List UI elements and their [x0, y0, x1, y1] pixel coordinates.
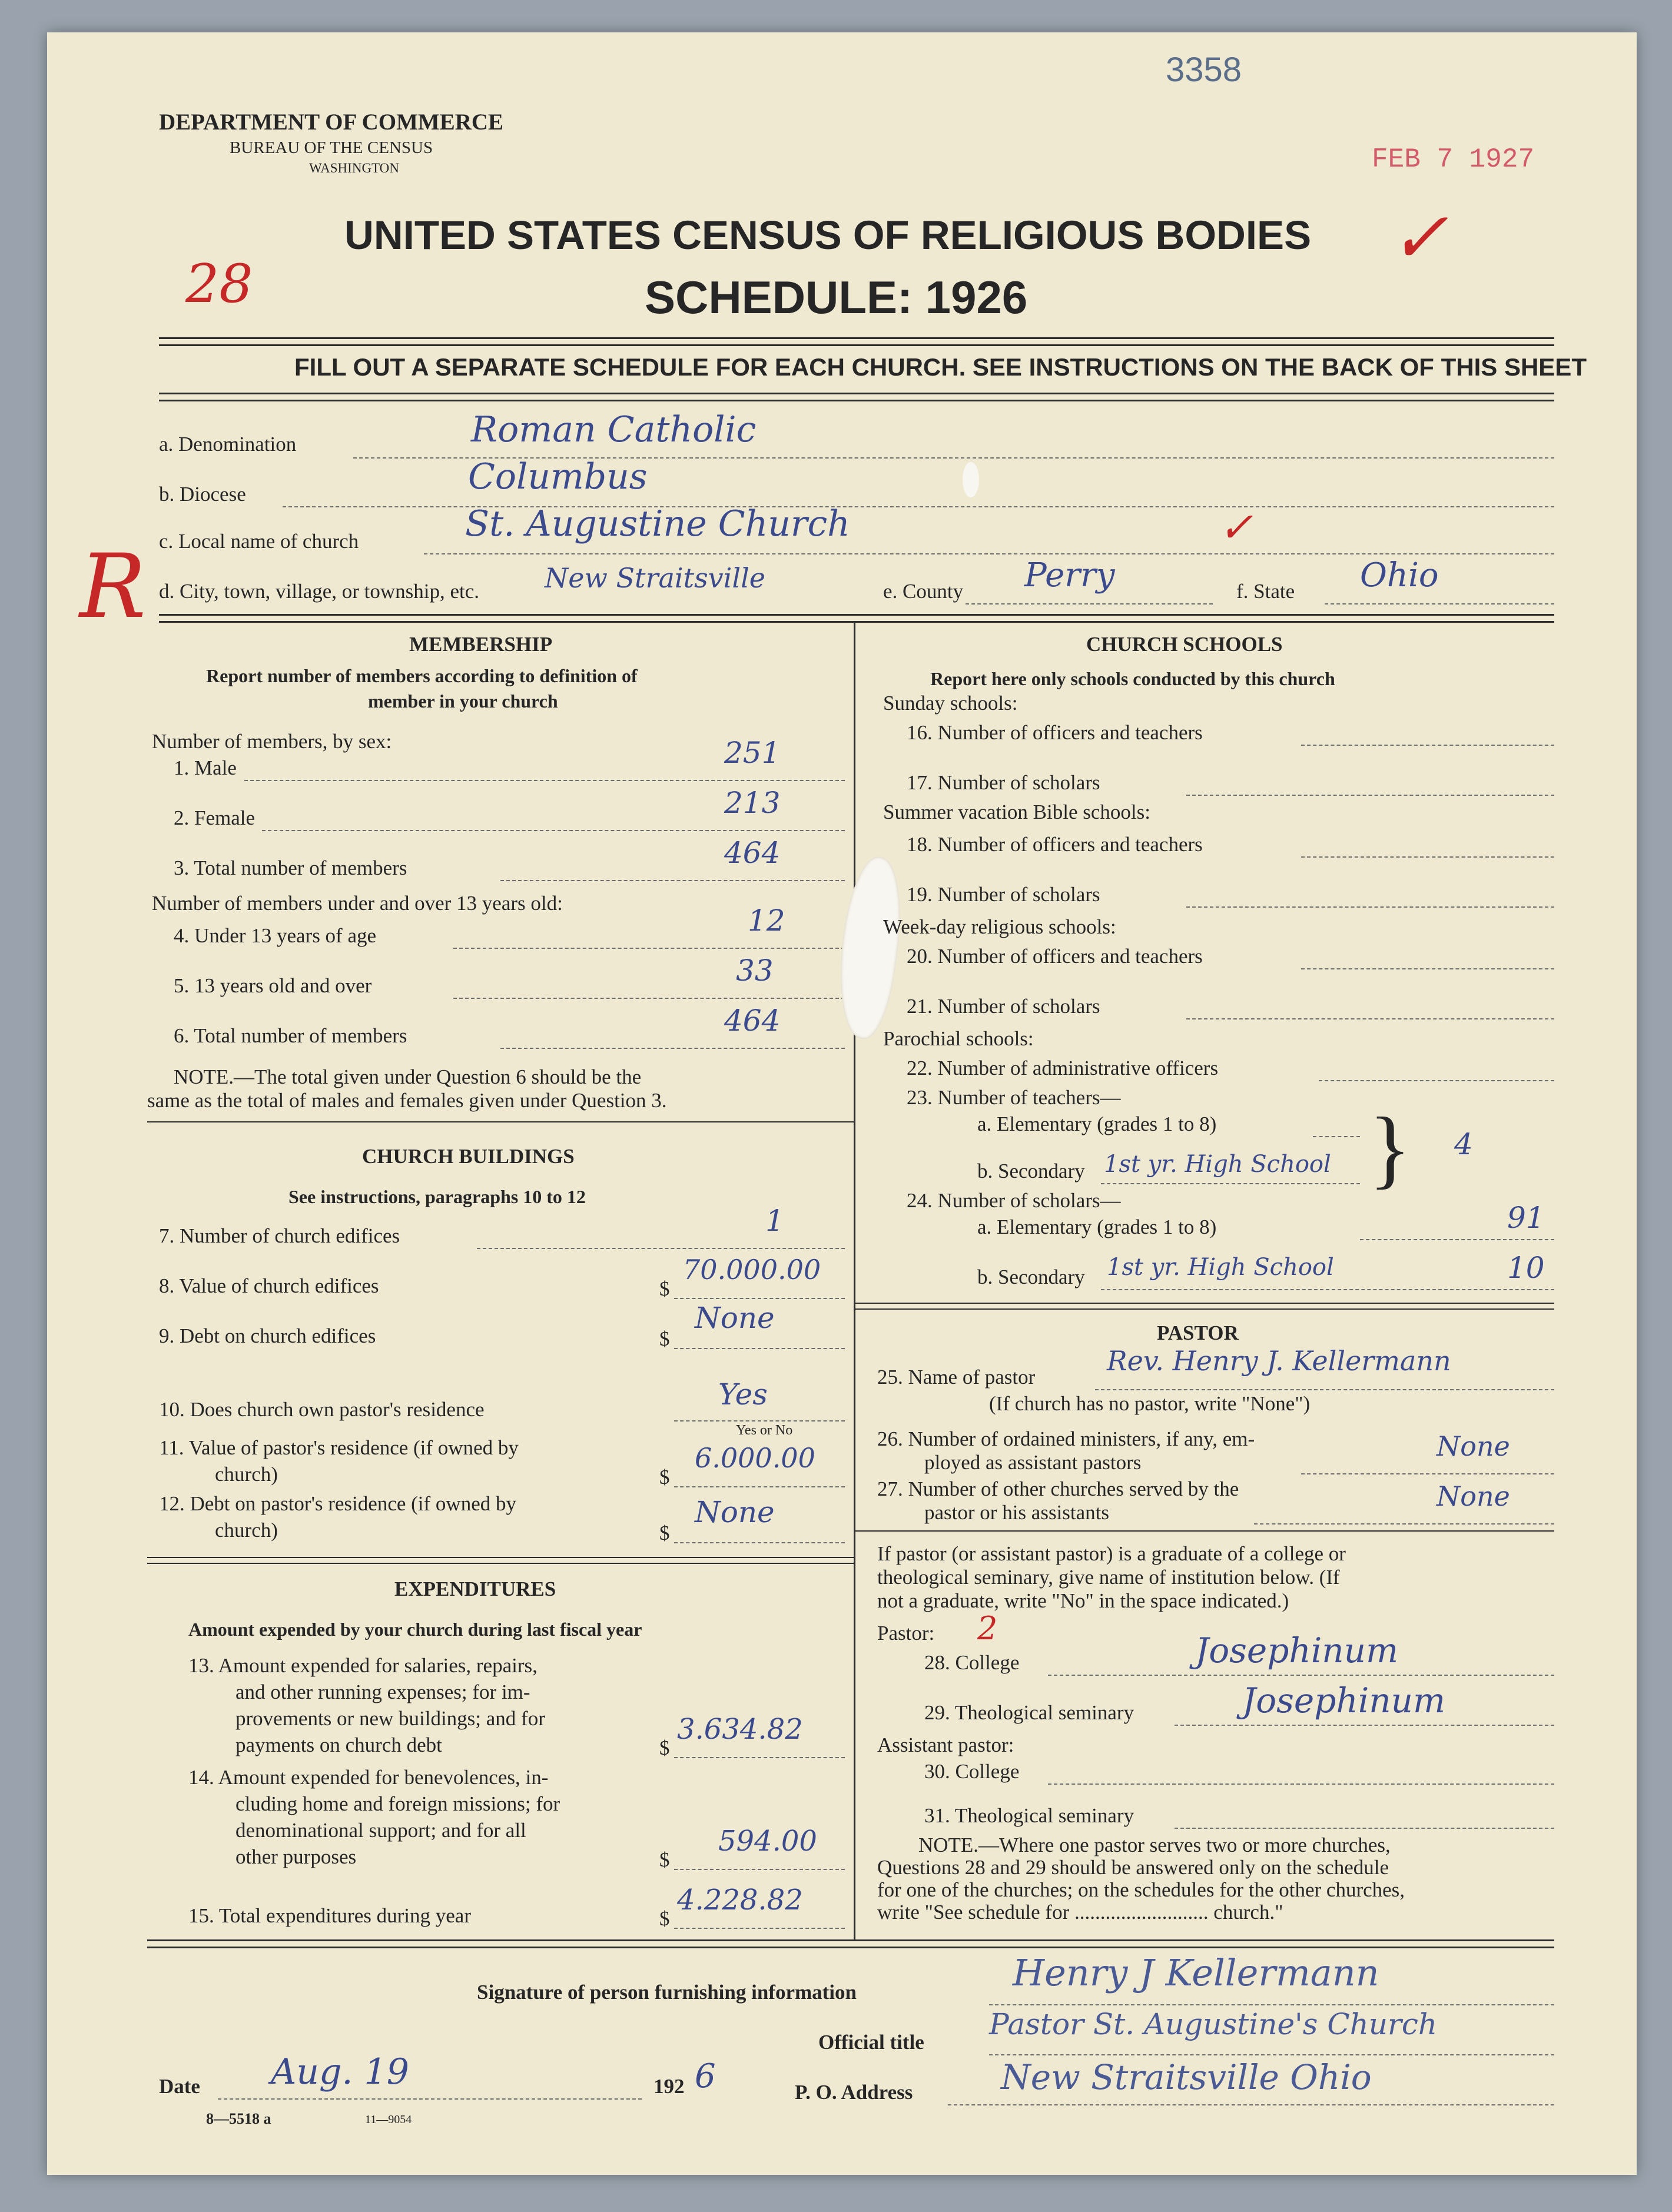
edifice-debt-dollar: $	[659, 1327, 670, 1350]
received-date-stamp: FEB 7 1927	[1372, 144, 1535, 175]
membership-intro-2: member in your church	[368, 690, 558, 712]
expenditures-intro: Amount expended by your church during last fiscal year	[188, 1619, 642, 1640]
pastor-note-4: write "See schedule for .......................... church."	[877, 1901, 1283, 1924]
scholars-label: 24. Number of scholars—	[907, 1189, 1121, 1212]
over-13-value: 33	[736, 954, 774, 988]
handwritten-number: 28	[185, 253, 253, 315]
members-by-sex-label: Number of members, by sex:	[152, 730, 392, 753]
department-name: DEPARTMENT OF COMMERCE	[159, 109, 504, 135]
graduate-instruction-1: If pastor (or assistant pastor) is a graduate of a college or	[877, 1542, 1346, 1565]
pastor-note-1: NOTE.—Where one pastor serves two or more churches,	[918, 1834, 1391, 1856]
weekday-teachers-label: 20. Number of officers and teachers	[907, 945, 1203, 968]
benevolences-label-3: denominational support; and for all	[235, 1819, 526, 1842]
female-label: 2. Female	[174, 806, 256, 829]
signature-value: Henry J Kellermann	[1013, 1951, 1379, 1994]
assistant-college-label: 30. College	[924, 1760, 1020, 1783]
red-check-mark: ✓	[1389, 197, 1449, 279]
membership-note-2: same as the total of males and females given under Question 3.	[147, 1089, 667, 1112]
signature-label: Signature of person furnishing information	[477, 1981, 857, 2004]
pastor-name-value: Rev. Henry J. Kellermann	[1107, 1345, 1451, 1377]
total-members-6-value: 464	[724, 1004, 781, 1038]
residence-debt-value: None	[695, 1495, 775, 1529]
buildings-heading: CHURCH BUILDINGS	[362, 1145, 575, 1168]
residence-owned-label: 10. Does church own pastor's residence	[159, 1398, 485, 1421]
running-expenses-value: 3.634.82	[677, 1713, 803, 1746]
official-title-label: Official title	[818, 2031, 924, 2054]
membership-intro-1: Report number of members according to definition of	[206, 665, 638, 686]
scholars-elementary-value: 91	[1507, 1201, 1545, 1235]
college-label: 28. College	[924, 1651, 1020, 1674]
other-churches-label-1: 27. Number of other churches served by the	[877, 1477, 1239, 1500]
pastor-heading: PASTOR	[1157, 1321, 1239, 1344]
county-label: e. County	[883, 580, 964, 603]
parochial-schools-label: Parochial schools:	[883, 1027, 1034, 1050]
teachers-label: 23. Number of teachers—	[907, 1086, 1121, 1109]
membership-heading: MEMBERSHIP	[409, 633, 553, 656]
church-name-label: c. Local name of church	[159, 530, 359, 553]
page-title: UNITED STATES CENSUS OF RELIGIOUS BODIES	[344, 212, 1312, 258]
buildings-intro: See instructions, paragraphs 10 to 12	[288, 1186, 586, 1207]
scholars-secondary-value: 10	[1507, 1251, 1545, 1285]
print-number: 11—9054	[365, 2113, 412, 2126]
residence-owned-value: Yes	[718, 1377, 768, 1411]
graduate-instruction-2: theological seminary, give name of institution below. (If	[877, 1566, 1340, 1589]
paper-damage-hole	[830, 853, 910, 1042]
membership-note-1: NOTE.—The total given under Question 6 should be the	[174, 1065, 642, 1088]
margin-mark: R	[79, 536, 146, 638]
schools-heading: CHURCH SCHOOLS	[1086, 633, 1283, 656]
total-expenditures-value: 4.228.82	[677, 1884, 803, 1917]
teachers-elementary-label: a. Elementary (grades 1 to 8)	[977, 1112, 1217, 1135]
sunday-scholars-label: 17. Number of scholars	[907, 771, 1100, 794]
red-check-mark-2: ✓	[1219, 503, 1253, 552]
year-prefix: 192	[653, 2075, 685, 2098]
diocese-value: Columbus	[468, 456, 648, 497]
bureau-name: BUREAU OF THE CENSUS	[230, 138, 433, 157]
edifices-label: 7. Number of church edifices	[159, 1224, 400, 1247]
female-value: 213	[724, 786, 781, 820]
schedule-instruction: FILL OUT A SEPARATE SCHEDULE FOR EACH CHURCH. SEE INSTRUCTIONS ON THE BACK OF THIS SHEET	[294, 353, 1587, 381]
official-title-value: Pastor St. Augustine's Church	[989, 2007, 1438, 2041]
assistant-pastors-label-1: 26. Number of ordained ministers, if any, em-	[877, 1427, 1255, 1450]
summer-schools-label: Summer vacation Bible schools:	[883, 801, 1150, 823]
male-label: 1. Male	[174, 756, 237, 779]
state-value: Ohio	[1360, 556, 1439, 594]
running-expenses-label-4: payments on church debt	[235, 1733, 442, 1756]
running-expenses-label-1: 13. Amount expended for salaries, repairs,	[188, 1654, 538, 1677]
teachers-brace: }	[1369, 1100, 1411, 1197]
assistant-pastors-value: None	[1437, 1430, 1510, 1462]
teachers-secondary-label: b. Secondary	[977, 1160, 1085, 1183]
denomination-value: Roman Catholic	[471, 409, 757, 450]
teachers-secondary-desc: 1st yr. High School	[1104, 1151, 1331, 1178]
graduate-instruction-3: not a graduate, write "No" in the space indicated.)	[877, 1589, 1289, 1612]
seminary-value: Josephinum	[1242, 1680, 1445, 1721]
teachers-total-value: 4	[1454, 1127, 1473, 1161]
running-expenses-label-2: and other running expenses; for im-	[235, 1680, 530, 1703]
date-value: Aug. 19	[271, 2051, 409, 2093]
residence-value-label-2: church)	[215, 1463, 278, 1486]
pastor-name-label: 25. Name of pastor	[877, 1366, 1036, 1389]
census-schedule-sheet	[47, 32, 1637, 2175]
residence-debt-label-1: 12. Debt on pastor's residence (if owned by	[159, 1492, 516, 1515]
residence-debt-label-2: church)	[215, 1519, 278, 1542]
weekday-scholars-label: 21. Number of scholars	[907, 995, 1100, 1018]
church-name-value: St. Augustine Church	[465, 503, 850, 544]
edifice-debt-label: 9. Debt on church edifices	[159, 1324, 376, 1347]
expenditures-heading: EXPENDITURES	[394, 1577, 556, 1600]
running-expenses-label-3: provements or new buildings; and for	[235, 1707, 545, 1730]
po-address-value: New Straitsville Ohio	[1001, 2057, 1372, 2097]
total-expenditures-label: 15. Total expenditures during year	[188, 1904, 471, 1927]
over-13-label: 5. 13 years old and over	[174, 974, 372, 997]
assistant-pastors-label-2: ployed as assistant pastors	[924, 1451, 1142, 1474]
scholars-secondary-label: b. Secondary	[977, 1266, 1085, 1288]
running-expenses-dollar: $	[659, 1736, 670, 1759]
denomination-label: a. Denomination	[159, 433, 297, 456]
sunday-teachers-label: 16. Number of officers and teachers	[907, 721, 1203, 744]
other-churches-label-2: pastor or his assistants	[924, 1501, 1110, 1524]
admin-officers-label: 22. Number of administrative officers	[907, 1057, 1219, 1080]
assistant-pastor-label: Assistant pastor:	[877, 1733, 1014, 1756]
under-13-value: 12	[748, 904, 785, 938]
schools-intro: Report here only schools conducted by this church	[930, 668, 1335, 689]
benevolences-label-1: 14. Amount expended for benevolences, in-	[188, 1766, 549, 1789]
total-expenditures-dollar: $	[659, 1907, 670, 1930]
edifice-debt-value: None	[695, 1301, 775, 1335]
stamp-number: 3358	[1166, 51, 1242, 89]
members-by-age-label: Number of members under and over 13 years old:	[152, 892, 563, 915]
diocese-label: b. Diocese	[159, 483, 246, 506]
edifices-value: 1	[765, 1204, 784, 1238]
total-members-label: 3. Total number of members	[174, 856, 407, 879]
sunday-schools-label: Sunday schools:	[883, 692, 1018, 715]
city-value: New Straitsville	[545, 562, 766, 594]
pastor-note-3: for one of the churches; on the schedules for the other churches,	[877, 1878, 1405, 1901]
benevolences-dollar: $	[659, 1848, 670, 1871]
residence-debt-dollar: $	[659, 1522, 670, 1545]
residence-value-label-1: 11. Value of pastor's residence (if owned by	[159, 1436, 519, 1459]
college-value: Josephinum	[1195, 1630, 1398, 1670]
county-value: Perry	[1024, 556, 1115, 594]
pastor-red-mark: 2	[977, 1610, 998, 1647]
summer-teachers-label: 18. Number of officers and teachers	[907, 833, 1203, 856]
paper-damage-tear	[963, 462, 979, 497]
summer-scholars-label: 19. Number of scholars	[907, 883, 1100, 906]
edifice-value-amount: 70.000.00	[683, 1254, 821, 1286]
residence-value-amount: 6.000.00	[695, 1442, 815, 1474]
residence-owned-hint: Yes or No	[736, 1423, 793, 1438]
year-suffix: 6	[695, 2057, 716, 2095]
benevolences-label-4: other purposes	[235, 1845, 357, 1868]
schedule-title: SCHEDULE: 1926	[645, 271, 1028, 323]
assistant-seminary-label: 31. Theological seminary	[924, 1804, 1134, 1827]
seminary-label: 29. Theological seminary	[924, 1701, 1134, 1724]
form-number: 8—5518 a	[206, 2110, 271, 2127]
under-13-label: 4. Under 13 years of age	[174, 924, 377, 947]
scholars-elementary-label: a. Elementary (grades 1 to 8)	[977, 1215, 1217, 1238]
pastor-name-hint: (If church has no pastor, write "None")	[989, 1392, 1311, 1415]
edifice-value-label: 8. Value of church edifices	[159, 1274, 379, 1297]
weekday-schools-label: Week-day religious schools:	[883, 915, 1116, 938]
pastor-note-2: Questions 28 and 29 should be answered only on the schedule	[877, 1856, 1389, 1879]
other-churches-value: None	[1437, 1480, 1510, 1512]
city-label: d. City, town, village, or township, etc.	[159, 580, 480, 603]
city-name: WASHINGTON	[309, 161, 399, 175]
male-value: 251	[724, 736, 781, 770]
benevolences-label-2: cluding home and foreign missions; for	[235, 1792, 560, 1815]
scholars-secondary-desc: 1st yr. High School	[1107, 1254, 1334, 1281]
pastor-section-label: Pastor:	[877, 1622, 935, 1645]
date-label: Date	[159, 2075, 200, 2098]
total-members-6-label: 6. Total number of members	[174, 1024, 407, 1047]
total-members-value: 464	[724, 836, 781, 870]
state-label: f. State	[1236, 580, 1295, 603]
benevolences-value: 594.00	[718, 1825, 817, 1858]
po-address-label: P. O. Address	[795, 2081, 913, 2104]
edifice-value-dollar: $	[659, 1277, 670, 1300]
residence-value-dollar: $	[659, 1466, 670, 1489]
